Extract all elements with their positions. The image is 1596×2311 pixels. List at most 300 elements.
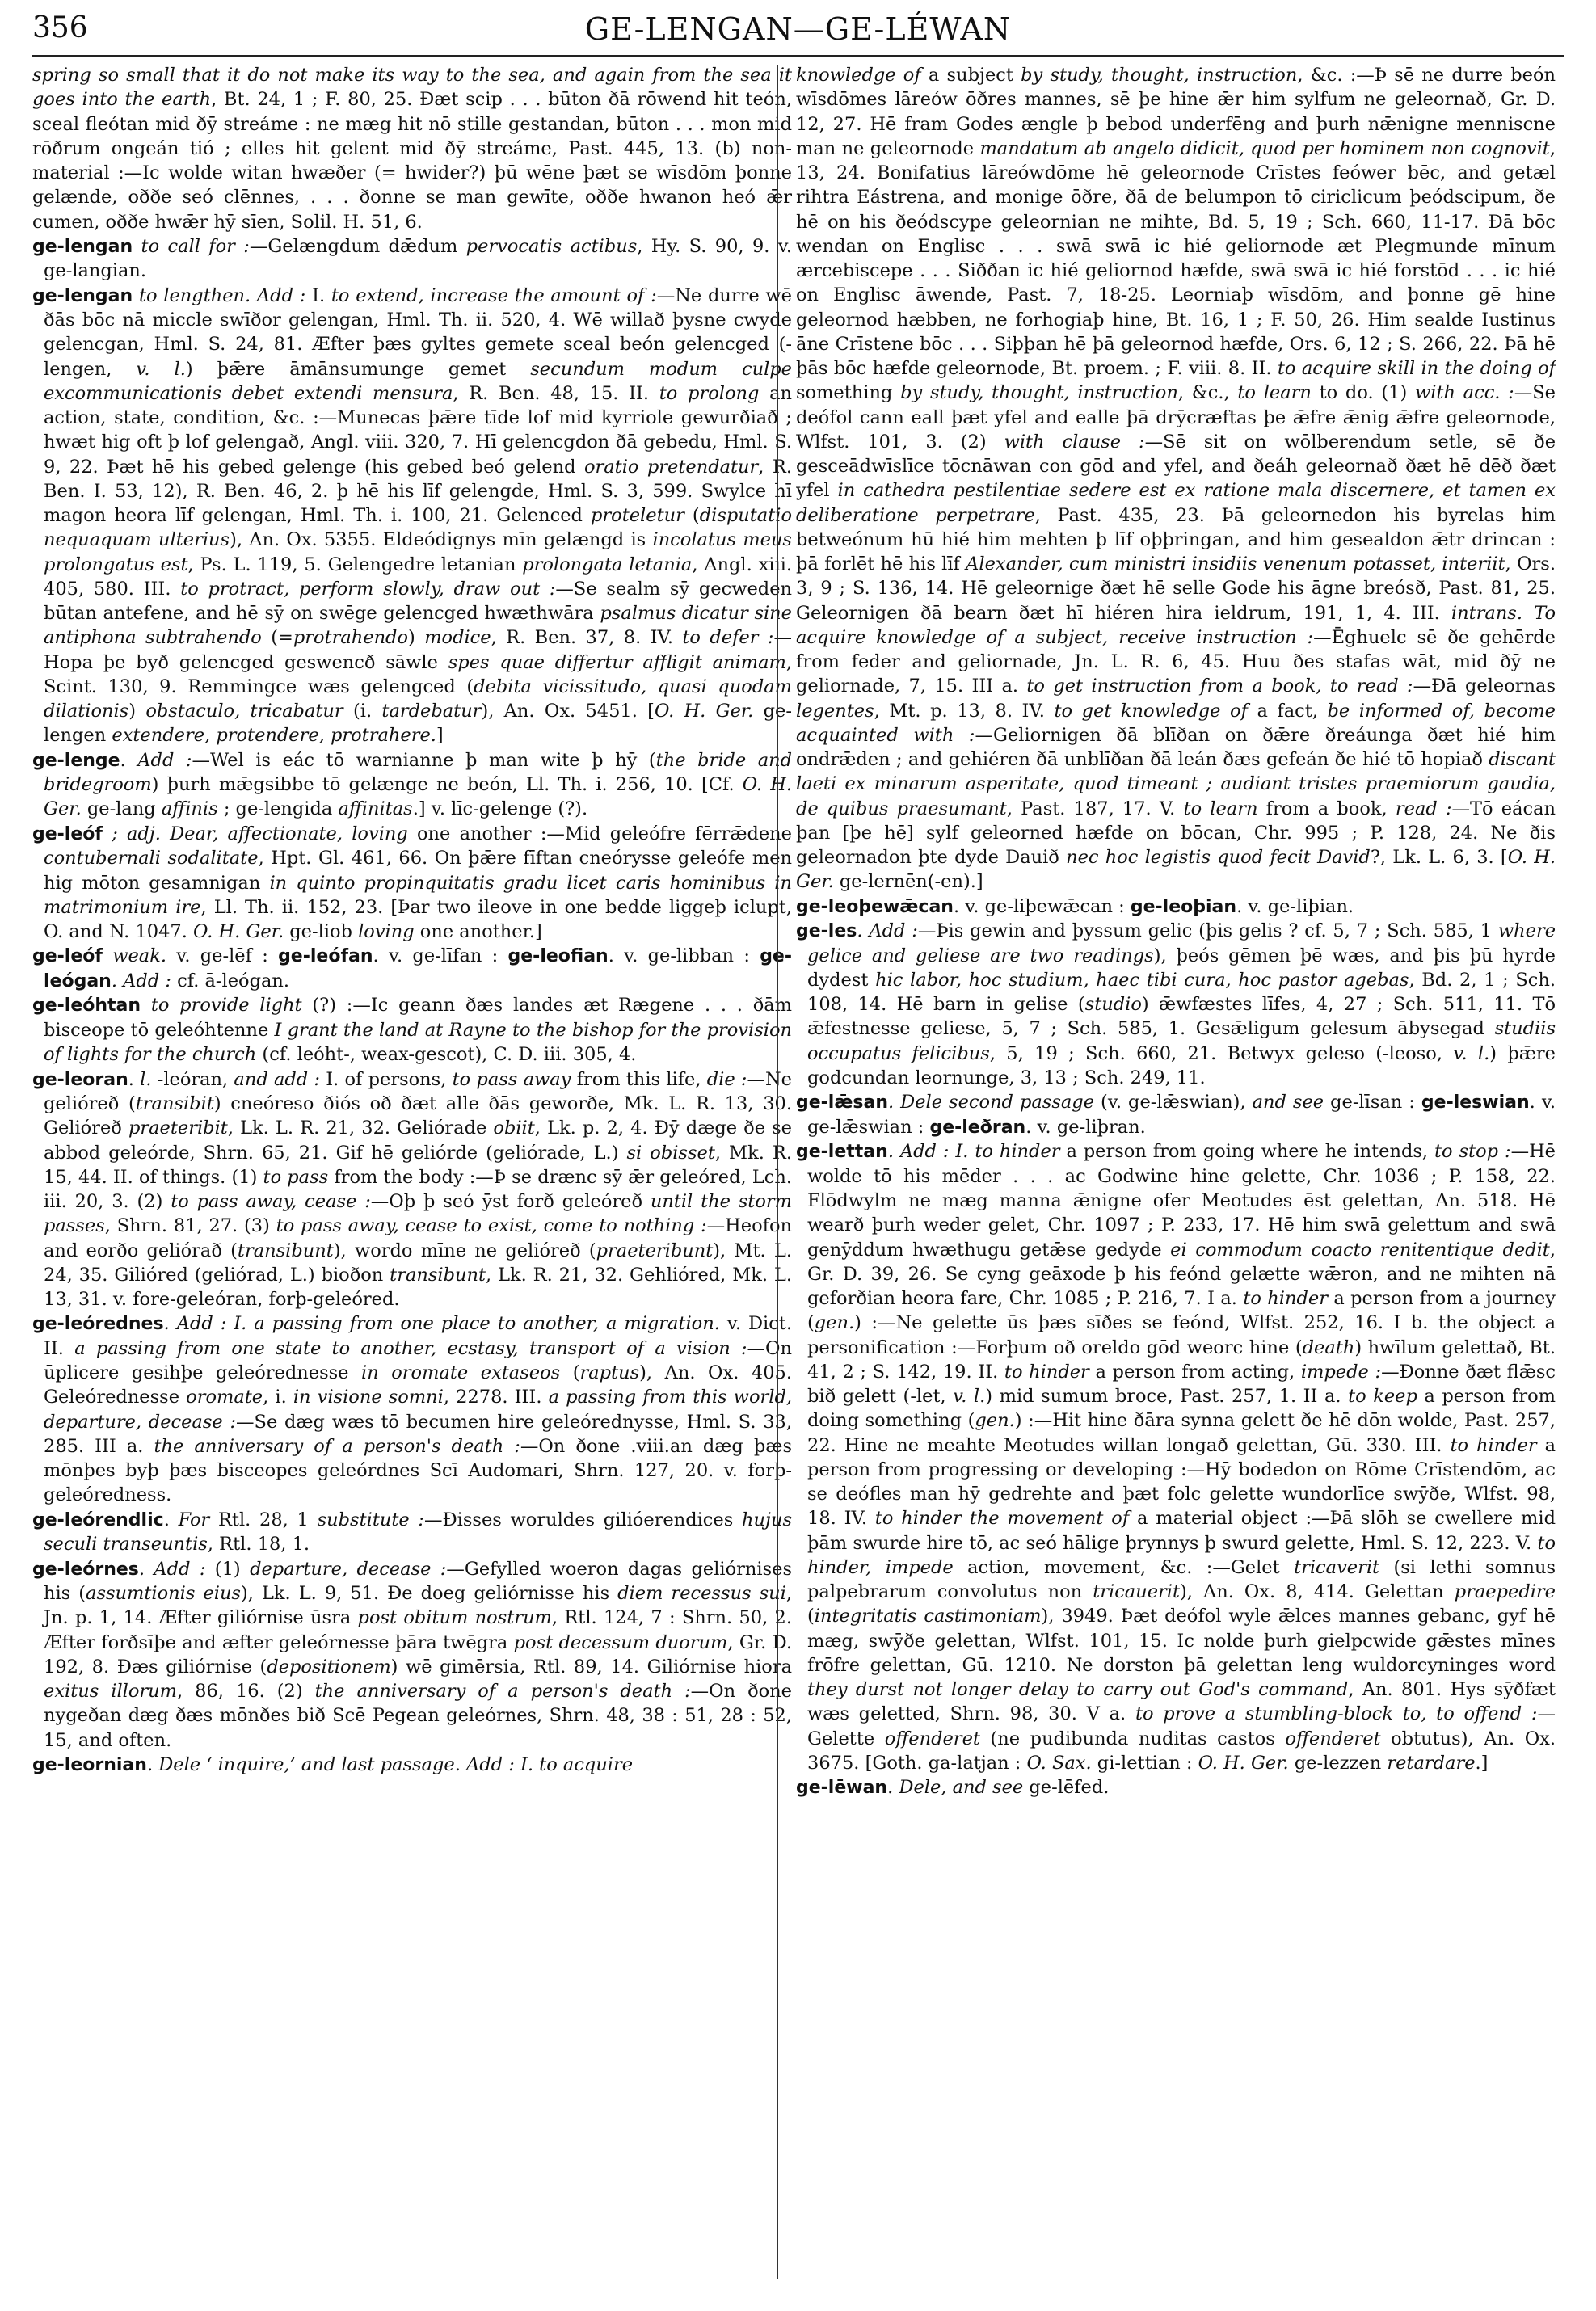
italic-text: in quinto propinquitatis gradu licet caris hominibus in matrimonium ire xyxy=(44,872,792,918)
italic-text: proteletur xyxy=(591,505,684,527)
entry-text: a person from progressing or developing :—Hȳ bodedon on Rōme Crīstendōm, ac se deófles man hȳ gedrehte and þæt folc gelette wundorlīce swȳðe, Wlfst. 98, 18. IV. xyxy=(807,1434,1556,1530)
dictionary-entry xyxy=(32,822,792,945)
entry-text: . v. ge-libban : xyxy=(608,945,760,967)
italic-text: by study, thought, instruction xyxy=(1021,65,1298,86)
dictionary-entry xyxy=(32,944,792,993)
entry-text: —Ðisses woruldes gilióerendices xyxy=(424,1509,742,1530)
italic-text: retardare xyxy=(1387,1752,1476,1774)
entry-text: , Ll. Th. ii. 152, 23. [Þar two ileove in one bedde liggeþ iclupt, O. and N. 1047. xyxy=(44,896,792,943)
italic-text: and add : xyxy=(234,1068,320,1090)
entry-text: one another :—Mid geleófre fērrǣdene xyxy=(407,823,792,844)
entry-text: ge-lezzen xyxy=(1288,1752,1388,1774)
entry-text: —Þis gewin and þyssum gelic (þis gelis ? cf. 5, 7 ; Sch. 585, 1 xyxy=(917,920,1498,942)
entry-text: , Hpt. Gl. 461, 66. On þǣre fīftan cneórysse geleófe men hig mōton gesamnigan xyxy=(44,848,792,894)
dictionary-entry xyxy=(32,1311,792,1507)
italic-text: ; adj. Dear, affectionate, loving xyxy=(102,823,408,844)
entry-text: a person from going where he intends, xyxy=(1059,1141,1434,1163)
italic-text: . Dele second passage xyxy=(888,1092,1095,1113)
entry-text: a person from acting, xyxy=(1089,1361,1301,1383)
entry-text: , R. Ben. 48, 15. II. xyxy=(453,382,659,404)
entry-text: , An. 801. Hys sȳðfæt wæs geletted, Shrn. 98, 30. V a. xyxy=(807,1679,1556,1725)
entry-text: , Past. 435, 23. Þā geleornedon his byrelas him betweónum hū hié him mehten þ līf oþþringan, and him gesealdon ǣtr drincan : þā forlēt hē his līf xyxy=(796,504,1556,575)
italic-text: to stop : xyxy=(1434,1141,1511,1163)
italic-text: l. xyxy=(140,1068,152,1090)
entry-text: (si lethi somnus palpebrarum convolutus non xyxy=(807,1556,1556,1603)
entry-text: —Hopa þe byð gelencged geswencð sāwle xyxy=(44,627,792,673)
entry-text: Rtl. 28, 1 xyxy=(209,1509,318,1530)
italic-text: to learn xyxy=(1183,798,1258,819)
entry-text: a person from doing something ( xyxy=(807,1386,1556,1432)
entry-text: ), wordo mīne ne gelióreð ( xyxy=(333,1240,596,1261)
entry-text: action, movement, &c. :—Gelet xyxy=(953,1556,1295,1578)
italic-text: si obisset xyxy=(626,1142,715,1164)
entry-text: ), þeós gēmen þē wæs, and þis þū hyrde dydest xyxy=(807,945,1556,991)
entry-text: . v. ge-lǣswian : xyxy=(807,1092,1556,1138)
italic-text: read : xyxy=(1395,798,1452,819)
dictionary-entry xyxy=(32,284,792,748)
italic-text: in visione somni xyxy=(293,1387,444,1408)
italic-text: spes quae differtur affligit animam xyxy=(448,651,786,673)
entry-text: , R. Ben. 37, 8. IV. xyxy=(491,627,683,649)
italic-text: modice xyxy=(424,627,491,649)
italic-text: O. H. Ger. xyxy=(1198,1752,1289,1774)
italic-text: transibit xyxy=(135,1093,214,1115)
italic-text: v. l. xyxy=(953,1386,986,1408)
italic-text: integritatis castimoniam xyxy=(814,1606,1042,1627)
headword: ge-leoþian xyxy=(1130,896,1237,917)
italic-text: weak. xyxy=(102,945,167,967)
italic-text: . Dele ‘ inquire,’ and last passage. Add : I. to acquire xyxy=(146,1753,634,1775)
entry-text: a material object :—Þā slōh se cwellere mid þām swurde hire tō, ac seó hālige þrynnys þ swurd gelette, Hml. S. 12, 223. V. xyxy=(807,1508,1556,1554)
italic-text: and see xyxy=(1252,1092,1324,1113)
italic-text: to hinder the movement of xyxy=(874,1508,1130,1530)
entry-text: , 5, 19 ; Sch. 660, 21. Betwyx geleso (-leoso, xyxy=(989,1042,1454,1064)
entry-text: , i. xyxy=(263,1387,293,1408)
headword: ge-leóf xyxy=(32,823,103,844)
entry-text: —Gelængdum dǣdum xyxy=(249,235,466,257)
entry-text: ) þǣre godcundan leornunge, 3, 13 ; Sch. 249, 11. xyxy=(807,1042,1556,1088)
entry-text: ) xyxy=(408,627,425,649)
italic-text: contubernali sodalitate xyxy=(44,848,259,869)
entry-text: ( xyxy=(807,1606,815,1627)
italic-text: gen. xyxy=(975,1410,1015,1432)
italic-text: tardebatur xyxy=(381,701,482,722)
italic-text: loving xyxy=(358,921,415,943)
entry-text: , 86, 16. (2) xyxy=(177,1681,315,1703)
headword: ge-lenge xyxy=(32,750,120,771)
dictionary-entry xyxy=(32,1067,792,1312)
entry-text: I. of persons, xyxy=(320,1068,453,1090)
italic-text: . Add : xyxy=(857,920,918,942)
entry-text: , Gr. D. 39, 26. Se cyng geāxode þ his feónd gelætte wǣron, and ne mihten nā geforðian heora fare, Chr. 1085 ; P. 216, 7. I a. xyxy=(807,1239,1556,1310)
italic-text: affinitas xyxy=(338,798,413,820)
italic-text: protrahendo xyxy=(293,627,409,649)
entry-text: ( xyxy=(560,1362,580,1384)
entry-text: -leóran, xyxy=(151,1068,234,1090)
dictionary-entry xyxy=(796,895,1556,920)
italic-text: tricauerit xyxy=(1093,1581,1181,1603)
italic-text: to acquire skill in the doing of xyxy=(1277,358,1556,379)
italic-text: to provide light xyxy=(141,995,302,1017)
entry-text: , Angl. xiii. 405, 580. III. xyxy=(44,554,792,600)
italic-text: oromate xyxy=(186,1387,263,1408)
headword: ge-leórnes xyxy=(32,1559,139,1580)
entry-text: , Mt. p. 13, 8. IV. xyxy=(874,700,1055,722)
italic-text: offenderet xyxy=(884,1728,980,1749)
italic-text: the bride and bridegroom xyxy=(44,749,792,796)
italic-text: with clause : xyxy=(1004,431,1145,453)
entry-text: ) xyxy=(128,701,146,722)
headword: ge-les xyxy=(796,921,857,942)
italic-text: they durst not longer delay to carry out God's command xyxy=(807,1679,1349,1701)
italic-text: to pass away, cease to exist, come to nothing : xyxy=(276,1215,707,1237)
entry-text: —Sē sit on wōlberendum setle, sē ðe gesceādwīslīce tōcnāwan con gōd and yfel, and ðeáh geleornað ðæt hē dēð ðæt yfel xyxy=(796,431,1556,502)
entry-text: , 13, 24. Bonifatius lāreówdōme hē geleornode Crīstes feówer bēc, and getæl rihtra Eástrena, and monige ōðre, ðā de belumpon tō ciriclicum þeódscipum, ðe hē on his ðeódscype geleornian ne mihte, Bd. 5, 19 ; Sch. 660, 11-17. Ðā bōc wendan on Englisc . . . swā swā ic hié geliornode æt Plegmunde mīnum ærcebiscepe . . . Siððan ic hié geliornod hæfde, swā swā ic hié forstōd . . . ic hié on Englisc āwende, Past. 7, 18-25. Leorniaþ wīsdōm, and þonne gē hine geleornod hæbben, ne forhogiaþ hine, Bt. 16, 1 ; F. 50, 26. Him sealde Iustinus āne Crīstene bōc . . . Siþþan hē þā geleornod hæfde, Ors. 6, 12 ; S. 266, 22. Þā hē þās bōc hæfde geleornode, Bt. proem. ; F. viii. 8. II. xyxy=(796,137,1556,379)
entry-text: . v. ge-līfan : xyxy=(373,945,508,967)
entry-text: . v. ge-liþewǣcan : xyxy=(953,895,1131,917)
italic-text: death xyxy=(1302,1337,1355,1358)
entry-text: —On ðone .viii.an dæg þæs mōnþes byþ þæs bisceopes geleórdnes Scī Audomari, Shrn. 127, 20. v. forþ-geleóredness. xyxy=(44,1435,792,1506)
italic-text: discant laeti ex minarum asperitate, quod timeant ; audiant tristes praemiorum gaudia, de quibus praesumant xyxy=(796,749,1556,819)
italic-text: O. H. Ger. xyxy=(796,847,1556,893)
entry-text: ) hwīlum gelettað, Bt. 41, 2 ; S. 142, 19. II. xyxy=(807,1337,1556,1383)
headword: ge-leórednes xyxy=(32,1314,164,1335)
entry-text: (v. ge-lǣswian), xyxy=(1094,1092,1253,1113)
headword: ge-leoran xyxy=(32,1069,128,1090)
italic-text: nec hoc legistis quod fecit David xyxy=(1066,847,1371,868)
entry-text: a person from a journey ( xyxy=(807,1288,1556,1334)
entry-text: ge-lernēn(-en).] xyxy=(833,871,983,893)
entry-text: ) mid sumum broce, Past. 257, 1. II a. xyxy=(985,1386,1349,1408)
italic-text: pervocatis actibus xyxy=(465,235,638,257)
italic-text: O. H. Ger. xyxy=(193,921,284,943)
italic-text: praepedire xyxy=(1454,1581,1556,1603)
dictionary-entry xyxy=(32,1753,792,1778)
italic-text: to pass xyxy=(263,1166,329,1188)
italic-text: to extend, increase the amount of : xyxy=(331,284,657,306)
entry-text: —Geliornigen ðā blīðan on ðǣre ðreáunga ðæt hié him ondrǣden ; and gehiéren ðā unblīðan ðā leán ðæs gefeán ðe hié tō hopiað xyxy=(796,724,1556,770)
italic-text: O. H. Ger. xyxy=(44,774,792,820)
right-column xyxy=(796,63,1556,2285)
entry-text: one another.] xyxy=(414,921,542,943)
entry-text: —Heofon and eorðo geliórað ( xyxy=(44,1215,792,1261)
italic-text: O. H. Ger. xyxy=(654,701,754,722)
italic-text: disputatio nequaquam ulterius xyxy=(44,505,792,551)
entry-text: —On ðone nygeðan dæg ðæs mōnðes bið Scē Pegean geleórnes, Shrn. 48, 38 : 51, 28 : 52, 15, and often. xyxy=(44,1681,792,1751)
headword: ge-leógan xyxy=(44,946,792,991)
italic-text: praeteribit xyxy=(128,1118,228,1139)
entry-text: —Oþ þ seó ȳst forð geleóreð xyxy=(370,1191,651,1213)
italic-text: raptus xyxy=(579,1362,640,1384)
italic-text: . Add : I. a passing from one place to another, a migration. xyxy=(163,1313,720,1335)
entry-text: , R. Ben. I. 53, 12), R. Ben. 46, 2. þ hē his līf gelengde, Hml. S. 3, 599. Swylce hī magon heora līf gelengan, Hml. Th. i. 100, 21. Gelenced xyxy=(44,456,792,527)
entry-text: from a book, xyxy=(1257,798,1396,819)
entry-text: —Ðonne ðæt flǣsc bið gelett (-let, xyxy=(807,1361,1556,1408)
italic-text: hujus seculi transeuntis xyxy=(44,1509,792,1555)
headword: ge-leófan xyxy=(278,946,373,967)
left-column xyxy=(32,63,792,2285)
italic-text: to hinder xyxy=(1243,1288,1328,1310)
entry-text: . xyxy=(163,1509,179,1530)
italic-text: incolatus meus prolongatus est xyxy=(44,529,792,575)
entry-text: —On ūplicere gesihþe geleórednesse xyxy=(44,1337,792,1384)
entry-text: an action, state, condition, &c. :—Munecas þǣre tīde lof mid kyrriole gewurðiað ; hwæt hig oft þ lof gelengað, Angl. viii. 320, 7. Hī gelencgdon ðā gebedu, Hml. S. 9, 22. Þæt hē his gebed gelenge (his gebed beó gelend xyxy=(44,382,792,478)
entry-text: ), Mt. L. 24, 35. Gilióred (geliórad, L.) bioðon xyxy=(44,1240,792,1286)
entry-text: —Ðā geleornas xyxy=(1413,676,1556,697)
italic-text: . Add : xyxy=(120,749,192,771)
entry-text: ) :—Ne gelette ūs þæs sīðes se feónd, Wlfst. 252, 16. I b. the object a personification :—Forþum oð oreldo gōd weorc hine ( xyxy=(807,1312,1556,1358)
italic-text: psalmus dicatur sine antiphona subtrahendo xyxy=(44,603,792,649)
italic-text: obiit xyxy=(493,1118,535,1139)
entry-text: —Wel is eác tō warnianne þ man wite þ hȳ ( xyxy=(192,749,656,771)
entry-text: ; ge-lengida xyxy=(217,798,339,820)
italic-text: depositionem xyxy=(267,1656,391,1677)
entry-text: gi-lettian : xyxy=(1091,1752,1198,1774)
dictionary-entry xyxy=(32,748,792,822)
italic-text: where gelice and geliese are two readings xyxy=(807,920,1556,966)
entry-text: —Se deófol cann eall þæt yfel and ealle þā drȳcræftas þe ǣfre ǣnig ǣfre geleornode, Wlfst. 101, 3. (2) xyxy=(796,382,1556,453)
italic-text: a passing from one state to another, ecstasy, transport of a vision : xyxy=(74,1337,747,1359)
headword: ge-lǣsan xyxy=(796,1092,888,1113)
entry-text: —Se sealm sȳ gecweden būtan antefene, and hē sȳ on swēge gelencged hwæthwāra xyxy=(44,578,792,625)
entry-text: a fact, xyxy=(1247,700,1328,722)
italic-text: to get instruction from a book, to read : xyxy=(1026,676,1413,697)
italic-text: until the storm passes xyxy=(44,1191,792,1237)
entry-text: , Gr. D. 192, 8. Ðæs giliórnise ( xyxy=(44,1631,792,1677)
entry-text: from the body :—Þ se drænc sȳ ǣr geleóred, Lch. iii. 20, 3. (2) xyxy=(44,1166,792,1213)
entry-text: ), An. Ox. 5355. Eldeódignys mīn gelængd is xyxy=(230,529,653,551)
entry-text: —Gefylled woeron dagas geliórnises his ( xyxy=(44,1558,792,1605)
dictionary-entry xyxy=(796,1775,1556,1800)
italic-text: to hinder xyxy=(1450,1434,1537,1456)
entry-text: I. xyxy=(312,284,331,306)
headword: ge-lengan xyxy=(32,285,133,306)
entry-text: from this life, xyxy=(571,1068,707,1090)
italic-text: to pass away xyxy=(452,1068,571,1090)
entry-text: ) :—Hit hine ðāra synna gelett ðe hē dōn wolde, Past. 257, 22. Hine ne meahte Meotudes willan longað gelettan, Gū. 330. III. xyxy=(807,1410,1556,1456)
italic-text: mandatum ab angelo didicit, quod per hominem non cognovit xyxy=(979,137,1550,159)
entry-text: ) þǣre āmānsumunge gemet xyxy=(185,358,531,380)
entry-text: ), An. Ox. 8, 414. Gelettan xyxy=(1180,1581,1455,1603)
italic-text: studio xyxy=(1084,994,1142,1016)
italic-text: . Dele, and see xyxy=(887,1777,1024,1799)
entry-text: ?, Lk. L. 6, 3. [ xyxy=(1370,847,1508,868)
italic-text: to prove a stumbling-block to, to offend : xyxy=(1135,1703,1538,1725)
entry-text: ) wē gimērsia, Rtl. 89, 14. Giliórnise hiora xyxy=(390,1656,792,1677)
headword: ge-lettan xyxy=(796,1142,888,1163)
dictionary-entry xyxy=(796,919,1556,1090)
entry-text: , Past. 187, 17. V. xyxy=(1006,798,1184,819)
italic-text: assumtionis eius xyxy=(86,1583,241,1605)
entry-text: , Lk. p. 2, 4. Ðȳ dæge ðe se abbod geleórde, Shrn. 65, 21. Gif hē geliórde (gelióradе, L.) xyxy=(44,1118,792,1164)
entry-text: ), An. Ox. 405. Geleórednesse xyxy=(44,1362,792,1408)
italic-text: . Add : I. to hinder xyxy=(887,1141,1060,1163)
entry-text: (ne pudibunda nuditas castos xyxy=(979,1728,1286,1749)
entry-continuation xyxy=(32,63,792,234)
entry-text: —Se dæg wæs tō becumen hire geleórednysse, Hml. S. 33, 285. III a. xyxy=(44,1411,792,1457)
entry-text: something xyxy=(796,382,901,404)
italic-text: to call for : xyxy=(133,235,250,257)
italic-text: the anniversary of a person's death : xyxy=(314,1681,691,1703)
entry-text: ge-līsan : xyxy=(1324,1092,1421,1113)
page-number: 356 xyxy=(32,11,88,44)
entry-text: , Bd. 2, 1 ; Sch. 108, 14. Hē barn in gelise ( xyxy=(807,969,1556,1016)
entry-text: —Gelette xyxy=(807,1703,1556,1749)
italic-text: a passing from this world, departure, decease : xyxy=(44,1387,792,1433)
entry-text: ge-lengen xyxy=(44,701,792,747)
italic-text: O. Sax. xyxy=(1026,1752,1092,1774)
italic-text: the anniversary of a person's death : xyxy=(154,1435,520,1457)
italic-text: with acc. : xyxy=(1414,382,1514,404)
running-head: GE-LENGAN—GE-LÉWAN xyxy=(584,11,1012,47)
italic-text: post decessum duorum xyxy=(513,1631,728,1653)
headword: ge-leórendlic xyxy=(32,1509,164,1530)
headword: ge-leornian xyxy=(32,1754,147,1775)
entry-text: , &c., xyxy=(1177,382,1238,404)
italic-text: be informed of, become acquainted with : xyxy=(796,700,1556,746)
entry-text: ), An. Ox. 5451. [ xyxy=(481,701,655,722)
italic-text: in oromate extaseos xyxy=(361,1362,561,1384)
italic-text: I grant the land at Rayne to the bishop for the provision of lights for the church xyxy=(44,1020,792,1066)
headword: ge-leofian xyxy=(507,946,609,967)
italic-text: post obitum nostrum xyxy=(357,1607,552,1629)
italic-text: obstaculo, tricabatur xyxy=(145,701,343,722)
italic-text: substitute : xyxy=(317,1509,425,1530)
italic-text: praeteribunt xyxy=(596,1240,714,1261)
dictionary-entry xyxy=(796,1090,1556,1139)
italic-text: hic labor, hoc studium, haec tibi cura, hoc pastor agebas xyxy=(875,969,1409,991)
italic-text: die : xyxy=(706,1068,747,1090)
entry-text: , Ps. L. 119, 5. Gelengedre letanian xyxy=(187,554,523,575)
entry-text: , Rtl. 124, 7 : Shrn. 50, 2. Æfter forðsīþe and æfter geleórnesse þāra twēgra xyxy=(44,1607,792,1653)
entry-text: a subject xyxy=(920,65,1021,86)
entry-text: —Hē wolde tō his mēder . . . ac Godwine hine gelette, Chr. 1036 ; P. 158, 22. Flōdwylm ne mæg manna ǣnigne ofer Meotudes ēst gelettan, An. 518. Hē wearð þurh weder gelet, Chr. 1097 ; P. 233, 17. Hē him swā gelettum and swā genȳddum hwæthugu getǣse gedyde xyxy=(807,1141,1556,1261)
entry-text: , Hy. S. 90, 9. v. ge-langian. xyxy=(44,235,792,282)
header-rule xyxy=(32,55,1564,57)
entry-text: , Rtl. 18, 1. xyxy=(207,1534,310,1555)
italic-text: extendere, protendere, protrahere. xyxy=(112,725,436,747)
italic-text: prolongata letania xyxy=(522,554,693,575)
dictionary-entry xyxy=(32,1557,792,1753)
entry-continuation xyxy=(796,63,1556,895)
headword: ge-leóhtan xyxy=(32,996,141,1017)
entry-text: , 2278. III. xyxy=(443,1387,549,1408)
entry-text: cf. ā-leógan. xyxy=(171,970,290,991)
entry-text: .] v. līc-gelenge (?). xyxy=(412,798,588,820)
italic-text: transibunt xyxy=(237,1240,334,1261)
italic-text: intrans. To acquire knowledge of a subject, receive instruction : xyxy=(796,602,1556,648)
entry-text: , Jn. p. 1, 14. Æfter giliórnise ūsra xyxy=(44,1583,792,1629)
italic-text: tricaverit xyxy=(1294,1556,1380,1578)
entry-text: obtutus), An. Ox. 3675. [Goth. ga-latjan : xyxy=(807,1728,1556,1774)
entry-text: ge-liob xyxy=(284,921,359,943)
entry-text: —Tō eácan þan [þe hē] sylf geleorned hæfde on bōcan, Chr. 995 ; P. 128, 24. Ne ðis geleornadon þte dyde Dauið xyxy=(796,798,1556,868)
entry-text: (= xyxy=(261,627,293,649)
italic-text: to prolong xyxy=(659,382,760,404)
italic-text: ei commodum coacto renitentique dedit xyxy=(1170,1239,1550,1261)
italic-text: offenderet xyxy=(1285,1728,1381,1749)
italic-text: to protract, perform slowly, draw out : xyxy=(180,578,556,600)
page-header xyxy=(32,11,1564,52)
entry-text: , Scint. 130, 9. Remmingce wæs gelengced ( xyxy=(44,651,792,697)
entry-text: , Bt. 24, 1 ; F. 80, 25. Ðæt scip . . . būton ðā rōwend hit teón, sceal fleótan mid ðȳ streáme : ne mæg hit nō stille gestandan, būton . . . mon mid rōðrum ongeán tió ; elles hit gelent mid ðȳ streáme, Past. 445, 13. (b) non-material :—Ic wolde witan hwæðer (= hwider?) þū wēne þæt se wīsdōm þonne gelænde, oððe seó clēnnes, . . . ðonne se man gewīte, oððe hwanon heó ǣr cumen, oððe hwǣr hȳ sīen, Solil. H. 51, 6. xyxy=(32,89,792,233)
italic-text: diem recessus sui xyxy=(617,1583,786,1605)
italic-text: to lengthen. Add : xyxy=(133,284,313,306)
entry-text: v. Dict. II. xyxy=(44,1313,792,1359)
italic-text: exitus illorum xyxy=(44,1681,178,1703)
headword: ge-leóf xyxy=(32,946,103,967)
italic-text: For xyxy=(178,1509,210,1530)
italic-text: . Add : xyxy=(138,1558,206,1580)
italic-text: debita vicissitudo, quasi quodam dilationis xyxy=(44,676,792,722)
entry-text: , Ors. 3, 9 ; S. 136, 14. Hē geleornige ðæt hē selle Gode his āgne breósð, Past. 81, 25. Geleornigen ðā bearn ðæt hī hiéren hira ieldrum, 191, 1, 4. III. xyxy=(796,554,1556,624)
entry-text: , &c. :—Þ sē ne durre beón wīsdōmes lāreów ōðres mannes, sē þe hine ǣr him sylfum ne geleornað, Gr. D. 12, 27. Hē fram Godes ængle þ bebod underfēng and þurh nǣnigne mennisсne man ne geleornode xyxy=(796,65,1556,159)
entry-text: . v. ge-liþian. xyxy=(1236,895,1354,917)
entry-text: ] xyxy=(436,725,444,747)
entry-text: . v. ge-liþran. xyxy=(1025,1116,1146,1138)
entry-text: , Lk. L. R. 21, 32. Gelióradе xyxy=(227,1118,494,1139)
entry-text: ), 3949. Þæt deófol wyle ǣlces mannes gebanc, gyf hē mæg, swȳðe gelettan, Wlfst. 101, 15. Ic nolde þurh gielpcwide gǣstes mīnes frōfre gelettan, Gū. 1210. Ne dorston þā gelettan leng wuldorcyninges word xyxy=(807,1606,1556,1676)
entry-text: to do. (1) xyxy=(1311,382,1415,404)
headword: ge-leswian xyxy=(1421,1092,1530,1113)
entry-text: ) ǣwfæstes līfes, 4, 27 ; Sch. 511, 11. Tō ǣfestnesse geliese, 5, 7 ; Sch. 585, 1. Gesǣligum gelesum ābysegad xyxy=(807,994,1556,1040)
italic-text: to get knowledge of xyxy=(1054,700,1248,722)
italic-text: to defer : xyxy=(682,627,774,649)
dictionary-entry xyxy=(32,993,792,1067)
italic-text: to learn xyxy=(1237,382,1312,404)
italic-text: to hinder xyxy=(1004,1361,1089,1383)
italic-text: gen. xyxy=(814,1312,855,1334)
italic-text: secundum modum culpe excommunicationis debet extendi mensura xyxy=(44,358,792,404)
entry-text: , Lk. R. 21, 32. Gehlióred, Mk. L. 13, 31. v. fore-geleóran, forþ-geleóred. xyxy=(44,1264,792,1311)
entry-text: (i. xyxy=(343,701,382,722)
dictionary-entry xyxy=(32,1508,792,1557)
entry-text: ) þurh mǣgsibbe tō gelænge ne beón, Ll. Th. i. 256, 10. [Cf. xyxy=(151,774,743,796)
column-divider xyxy=(777,65,778,2279)
entry-text: . xyxy=(128,1068,141,1090)
italic-text: departure, decease : xyxy=(250,1558,447,1580)
entry-text: (?) :—Ic geann ðæs landes æt Rægene . . . ðām bisceope tō geleóhtenne xyxy=(44,995,792,1042)
entry-text: ) cneóreso ðiós oð ðæt alle ðās geworðe, Mk. L. R. 13, 30. Gelióreð xyxy=(44,1093,792,1139)
entry-text: ge-lēfed. xyxy=(1023,1777,1110,1799)
entry-text: .] xyxy=(1475,1752,1489,1774)
italic-text: v. l. xyxy=(136,358,186,380)
italic-text: knowledge of xyxy=(796,65,921,86)
italic-text: affinis xyxy=(161,798,218,820)
entry-text: , Mk. R. 15, 44. II. of things. (1) xyxy=(44,1142,792,1188)
headword: ge-lengan xyxy=(32,236,133,257)
italic-text: to hinder, impede xyxy=(807,1532,1556,1578)
italic-text: Alexander, cum ministri insidiis venenum potasset, interiit xyxy=(966,554,1505,575)
headword: ge-lēwan xyxy=(796,1778,888,1799)
italic-text: in cathedra pestilentiae sedere est ex ratione mala discernere, et tamen ex deliberatione perpetrare xyxy=(796,480,1556,526)
italic-text: oratio pretendatur xyxy=(583,456,759,478)
entry-text: (cf. leóht-, weax-gescot), C. D. iii. 305, 4. xyxy=(256,1044,637,1066)
italic-text: to pass away, cease : xyxy=(171,1191,371,1213)
italic-text: impede : xyxy=(1300,1361,1382,1383)
entry-text: , Shrn. 81, 27. (3) xyxy=(104,1215,276,1237)
entry-text: —Ne durre wē ðās bōc nā miccle swīðor gelengan, Hml. Th. ii. 520, 4. Wē willað þysne cwyde gelencgan, Hml. S. 24, 81. Æfter þæs gyltes gemete sceal beón gelencged (-lengen, xyxy=(44,284,792,380)
entry-text: —Ēghuelc sē ðe gehērde from feder and geliornade, Jn. L. R. 6, 45. Huu ðes stafas wāt, mid ðȳ ne geliornade, 7, 15. III a. xyxy=(796,626,1556,697)
italic-text: studiis occupatus felicibus xyxy=(807,1018,1556,1064)
italic-text: transibunt xyxy=(390,1264,486,1286)
headword: ge-leðran xyxy=(929,1117,1026,1138)
dictionary-entry xyxy=(796,1139,1556,1775)
italic-text: . Add : xyxy=(111,970,171,991)
italic-text: legentes xyxy=(796,700,874,722)
entry-text: v. ge-lēf : xyxy=(166,945,279,967)
entry-text: ( xyxy=(684,505,700,527)
